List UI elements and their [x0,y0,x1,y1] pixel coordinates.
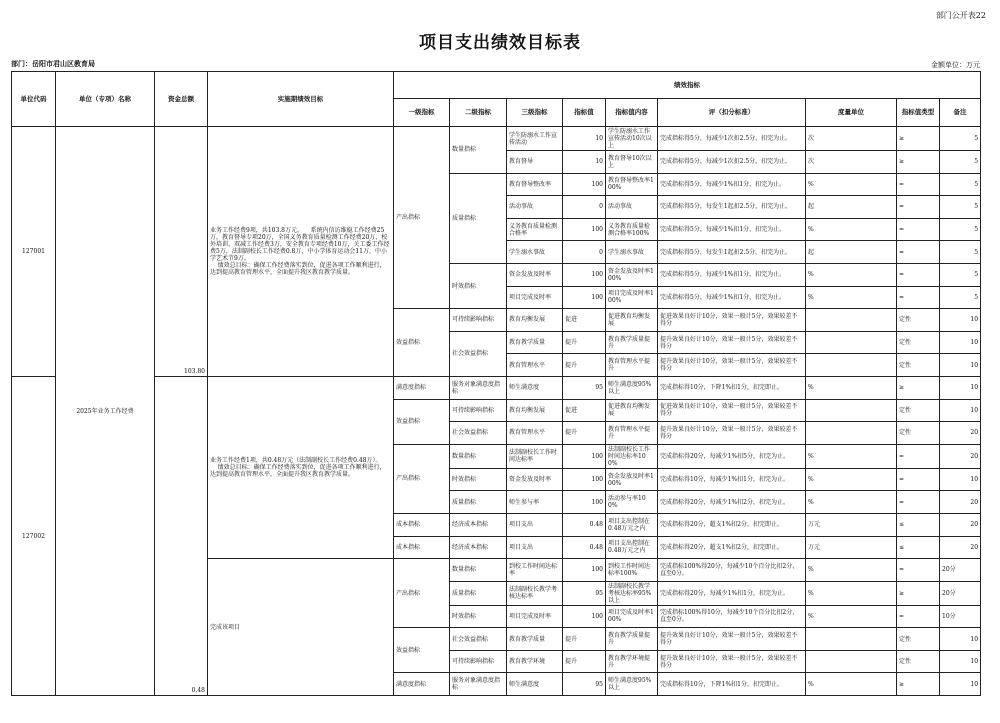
cell-content: 师生满意度95%以上 [606,673,658,696]
cell-vtype: = [897,196,940,219]
cell-eval: 完成指标得5分，每减少1%扣1分，扣完为止。 [658,218,806,241]
cell-content: 教育督导整改率100% [606,173,658,196]
cell-eval: 提升效果良好计10分，效果一般计5分，效果较差不得分 [658,650,806,673]
cell-l2: 可持续影响指标 [450,650,507,673]
cell-measure: % [806,218,897,241]
cell-measure [806,628,897,651]
header-l2: 二级指标 [450,99,507,127]
cell-l3: 教育督导整改率 [507,173,563,196]
cell-content: 项目支出控制在0.48万元之内 [606,536,658,559]
cell-remark: 10 [940,399,981,422]
cell-measure [806,650,897,673]
cell-measure [806,422,897,445]
cell-vtype: = [897,468,940,491]
cell-remark: 10 [940,650,981,673]
cell-remark: 10分 [940,605,981,628]
cell-l1: 成本指标 [394,513,450,536]
cell-val: 提升 [563,650,606,673]
cell-l2: 数量指标 [450,444,507,468]
cell-val: 100 [563,491,606,514]
cell-vtype: = [897,218,940,241]
cell-content: 教育管理水平提升 [606,354,658,377]
cell-l2: 服务对象满意度指标 [450,376,507,399]
cell-remark: 10 [940,376,981,399]
cell-goal: 业务工作经费9项，共103.8万元。 系统内信访维稳工作经费25万，教育督导专项20万，全国义务教育质量检测工作经费20万，校外培训、双减工作经费3万，安全教育专项经费10万，关工委工作经费5万，法制副校长工作经费0.8万，中小学体育运动会11万，中小学艺术节9万。 绩效总目标：确保工作经费落实到位，促进各项工作顺利进行，达到提高教育管理水平，全面提升我区教育教学质量。 [208,127,394,377]
cell-vtype: 定性 [897,331,940,354]
cell-measure: % [806,286,897,309]
cell-val: 10 [563,151,606,174]
cell-vtype: ≤ [897,513,940,536]
cell-eval: 完成指标得20分，超支1%扣2分，扣完即止。 [658,536,806,559]
cell-l3: 活动事故 [507,196,563,219]
cell-eval: 完成指标得20分，每减少1%扣5分，扣完为止。 [658,444,806,468]
cell-l3: 教育均衡发展 [507,309,563,332]
cell-eval: 促进效果良好计10分，效果一般计5分，效果较差不得分 [658,399,806,422]
cell-vtype: = [897,263,940,286]
cell-l2: 服务对象满意度指标 [450,673,507,696]
cell-l3: 资金发放及时率 [507,468,563,491]
cell-remark: 20 [940,444,981,468]
cell-vtype: 定性 [897,354,940,377]
cell-l2: 社会效益指标 [450,628,507,651]
cell-l3: 法制副校长教学考核达标率 [507,581,563,605]
cell-content: 促进教育均衡发展 [606,399,658,422]
cell-content: 师生满意度95%以上 [606,376,658,399]
cell-remark: 10 [940,468,981,491]
cell-remark: 5 [940,151,981,174]
cell-content: 到校工作时间达标率100% [606,559,658,582]
page-title: 项目支出绩效目标表 [419,33,581,53]
cell-remark: 5 [940,196,981,219]
cell-val: 促进 [563,309,606,332]
cell-content: 教育督导10次以上 [606,151,658,174]
cell-l3: 项目完成及时率 [507,286,563,309]
cell-code: 127002 [12,376,56,695]
cell-content: 项目完成及时率100% [606,286,658,309]
cell-l3: 到校工作时间达标率 [507,559,563,582]
cell-l3: 项目支出 [507,536,563,559]
cell-eval: 完成指标得5分，每减少1%扣1分，扣完为止。 [658,286,806,309]
cell-eval: 完成指标100%得10分，每减少10个百分比扣2分，直至0分。 [658,605,806,628]
cell-remark: 5 [940,286,981,309]
cell-vtype: = [897,241,940,264]
cell-remark: 10 [940,309,981,332]
cell-measure [806,399,897,422]
cell-val: 100 [563,468,606,491]
cell-l1: 产出指标 [394,127,450,309]
table-row [12,376,981,399]
cell-val: 提升 [563,354,606,377]
header-val: 指标值 [563,99,606,127]
cell-l1: 产出指标 [394,559,450,628]
cell-val: 0.48 [563,513,606,536]
cell-l3: 教育教学质量 [507,628,563,651]
cell-l3: 项目完成及时率 [507,605,563,628]
cell-remark: 5 [940,241,981,264]
cell-vtype: ≥ [897,376,940,399]
header-l3: 三级指标 [507,99,563,127]
cell-measure: % [806,173,897,196]
cell-val: 提升 [563,422,606,445]
table-row [12,127,981,151]
cell-val: 100 [563,605,606,628]
cell-l3: 学生防溺水工作宣传活动 [507,127,563,151]
cell-val: 95 [563,673,606,696]
department-label: 部门：岳阳市君山区教育局 [11,60,95,68]
cell-l2: 社会效益指标 [450,422,507,445]
cell-l3: 法制副校长工作时间达标率 [507,444,563,468]
cell-l2: 数量指标 [450,127,507,174]
cell-val: 0.48 [563,536,606,559]
cell-eval: 提升效果良好计10分，效果一般计5分，效果较差不得分 [658,422,806,445]
cell-eval: 完成指标得20分，超支1%扣2分，扣完即止。 [658,513,806,536]
cell-remark: 20分 [940,559,981,582]
cell-content: 资金发放及时率100% [606,468,658,491]
cell-val: 提升 [563,628,606,651]
cell-eval: 完成指标得5分，每减少1%扣1分，扣完为止。 [658,173,806,196]
header-remark: 备注 [940,99,981,127]
cell-content: 教育教学环境提升 [606,650,658,673]
cell-eval: 完成指标得5分，每发生1起扣2.5分，扣完为止。 [658,196,806,219]
cell-remark: 10 [940,354,981,377]
cell-measure: % [806,376,897,399]
cell-content: 法制副校长教学考核达标率95%以上 [606,581,658,605]
cell-content: 学生溺水事故 [606,241,658,264]
cell-val: 0 [563,196,606,219]
cell-l1: 成本指标 [394,536,450,559]
cell-remark: 10 [940,331,981,354]
cell-val: 100 [563,173,606,196]
cell-content: 活动事故 [606,196,658,219]
cell-content: 促进教育均衡发展 [606,309,658,332]
cell-content: 教育管理水平提升 [606,422,658,445]
cell-goal: 完成该项目 [208,559,394,696]
cell-remark: 10 [940,673,981,696]
cell-l3: 项目支出 [507,513,563,536]
cell-eval: 完成指标得20分，每减少1%扣1分，扣完为止。 [658,581,806,605]
cell-measure [806,309,897,332]
cell-measure: % [806,263,897,286]
cell-measure: % [806,605,897,628]
cell-measure: % [806,581,897,605]
cell-l3: 师生满意度 [507,376,563,399]
cell-val: 10 [563,127,606,151]
cell-total: 0.48 [155,376,208,695]
cell-l3: 教育督导 [507,151,563,174]
cell-content: 活动参与率100% [606,491,658,514]
cell-content: 教育教学质量提升 [606,331,658,354]
cell-l3: 教育教学质量 [507,331,563,354]
cell-val: 100 [563,444,606,468]
cell-remark: 20 [940,422,981,445]
cell-code: 127001 [12,127,56,377]
cell-l2: 数量指标 [450,559,507,582]
cell-eval: 完成指标得5分，每减少1%扣1分，扣完为止。 [658,263,806,286]
cell-l3: 义务教育质量检测合格率 [507,218,563,241]
cell-l3: 教育均衡发展 [507,399,563,422]
cell-l1: 满意度指标 [394,376,450,399]
cell-eval: 提升效果良好计10分，效果一般计5分，效果较差不得分 [658,354,806,377]
cell-vtype: = [897,605,940,628]
cell-measure [806,354,897,377]
cell-total: 103.80 [155,127,208,377]
cell-measure: % [806,673,897,696]
header-code: 单位代码 [12,72,56,127]
cell-l3: 资金发放及时率 [507,263,563,286]
cell-val: 95 [563,376,606,399]
cell-eval: 完成指标得10分，下降1%扣1分，扣完即止。 [658,673,806,696]
cell-content: 教育教学质量提升 [606,628,658,651]
cell-measure: % [806,444,897,468]
cell-eval: 完成指标得5分，每减少1次扣2.5分，扣完为止。 [658,151,806,174]
cell-vtype: = [897,173,940,196]
cell-remark: 5 [940,127,981,151]
cell-vtype: = [897,491,940,514]
cell-vtype: ≤ [897,536,940,559]
cell-val: 100 [563,559,606,582]
cell-val: 100 [563,286,606,309]
cell-val: 0 [563,241,606,264]
cell-content: 学生防溺水工作宣传活动10次以上 [606,127,658,151]
cell-eval: 提升效果良好计10分，效果一般计5分，效果较差不得分 [658,331,806,354]
cell-vtype: 定性 [897,399,940,422]
cell-l2: 质量指标 [450,491,507,514]
cell-eval: 完成指标得10分，下降1%扣1分，扣完即止。 [658,376,806,399]
cell-val: 100 [563,218,606,241]
cell-eval: 提升效果良好计10分，效果一般计5分，效果较差不得分 [658,628,806,651]
cell-l1: 满意度指标 [394,673,450,696]
cell-val: 促进 [563,399,606,422]
cell-l3: 教育管理水平 [507,422,563,445]
cell-vtype: ≥ [897,127,940,151]
cell-vtype: 定性 [897,422,940,445]
cell-measure [806,331,897,354]
cell-eval: 完成指标得10分，每减少1%扣1分，扣完为止。 [658,468,806,491]
cell-content: 项目完成及时率100% [606,605,658,628]
cell-l2: 社会效益指标 [450,331,507,376]
cell-measure: 万元 [806,536,897,559]
header-measure: 度量单位 [806,99,897,127]
amount-unit-label: 金额单位：万元 [931,61,980,69]
cell-l3: 师生参与率 [507,491,563,514]
cell-name: 2025年业务工作经费 [56,127,155,696]
cell-measure: % [806,491,897,514]
cell-measure: % [806,559,897,582]
cell-remark: 20 [940,536,981,559]
cell-measure: 起 [806,196,897,219]
cell-l1: 效益指标 [394,628,450,673]
cell-l2: 经济成本指标 [450,536,507,559]
cell-content: 项目支出控制在0.48万元之内 [606,513,658,536]
header-vtype: 指标值类型 [897,99,940,127]
page-tag: 部门公开表22 [935,11,986,20]
cell-vtype: ≥ [897,151,940,174]
cell-remark: 5 [940,173,981,196]
cell-l2: 经济成本指标 [450,513,507,536]
cell-eval: 促进效果良好计10分，效果一般计5分，效果较差不得分 [658,309,806,332]
cell-vtype: ≥ [897,581,940,605]
cell-l1: 产出指标 [394,444,450,513]
cell-l2: 时效指标 [450,605,507,628]
cell-val: 95 [563,581,606,605]
cell-eval: 完成指标得5分，每减少1次扣2.5分，扣完为止。 [658,127,806,151]
cell-remark: 5 [940,218,981,241]
cell-eval: 完成指标得20分，每减少1%扣2分，扣完为止。 [658,491,806,514]
cell-vtype: 定性 [897,309,940,332]
header-name: 单位（专项）名称 [56,72,155,127]
cell-val: 提升 [563,331,606,354]
cell-l1: 效益指标 [394,309,450,377]
header-eval: 评（扣分标准） [658,99,806,127]
cell-l1: 效益指标 [394,399,450,444]
cell-vtype: ≥ [897,673,940,696]
cell-remark: 10 [940,628,981,651]
cell-measure: 起 [806,241,897,264]
cell-remark: 5 [940,263,981,286]
header-goal: 实施期绩效目标 [208,72,394,127]
cell-l3: 教育教学环境 [507,650,563,673]
header-content: 指标值内容 [606,99,658,127]
cell-remark: 20分 [940,581,981,605]
cell-remark: 20 [940,491,981,514]
cell-vtype: = [897,286,940,309]
cell-vtype: = [897,559,940,582]
cell-val: 100 [563,263,606,286]
header-total: 资金总额 [155,72,208,127]
cell-l2: 质量指标 [450,173,507,263]
performance-target-table [11,71,981,696]
cell-content: 义务教育质量检测合格率100% [606,218,658,241]
cell-l3: 教育管理水平 [507,354,563,377]
header-perf: 绩效指标 [394,72,981,99]
cell-remark: 20 [940,513,981,536]
cell-vtype: = [897,444,940,468]
cell-eval: 完成指标得5分，每发生1起扣2.5分，扣完为止。 [658,241,806,264]
cell-l3: 学生溺水事故 [507,241,563,264]
cell-measure: 次 [806,151,897,174]
cell-content: 资金发放及时率100% [606,263,658,286]
cell-measure: 万元 [806,513,897,536]
cell-l2: 可持续影响指标 [450,309,507,332]
cell-l2: 质量指标 [450,581,507,605]
cell-measure: 次 [806,127,897,151]
cell-measure: % [806,468,897,491]
cell-l2: 时效指标 [450,468,507,491]
cell-l2: 可持续影响指标 [450,399,507,422]
cell-goal: 业务工作经费1项，共0.48万元（法制副校长工作经费0.48万）。 绩效总目标：确保工作经费落实到位，促进各项工作顺利进行，达到提高教育管理水平，全面提升我区教育教学质量。 [208,376,394,558]
cell-vtype: 定性 [897,628,940,651]
header-l1: 一级指标 [394,99,450,127]
cell-l3: 师生满意度 [507,673,563,696]
cell-vtype: 定性 [897,650,940,673]
cell-content: 法制副校长工作时间达标率100% [606,444,658,468]
cell-eval: 完成指标100%得20分，每减少10个百分比扣2分，直至0分。 [658,559,806,582]
cell-l2: 时效指标 [450,263,507,308]
